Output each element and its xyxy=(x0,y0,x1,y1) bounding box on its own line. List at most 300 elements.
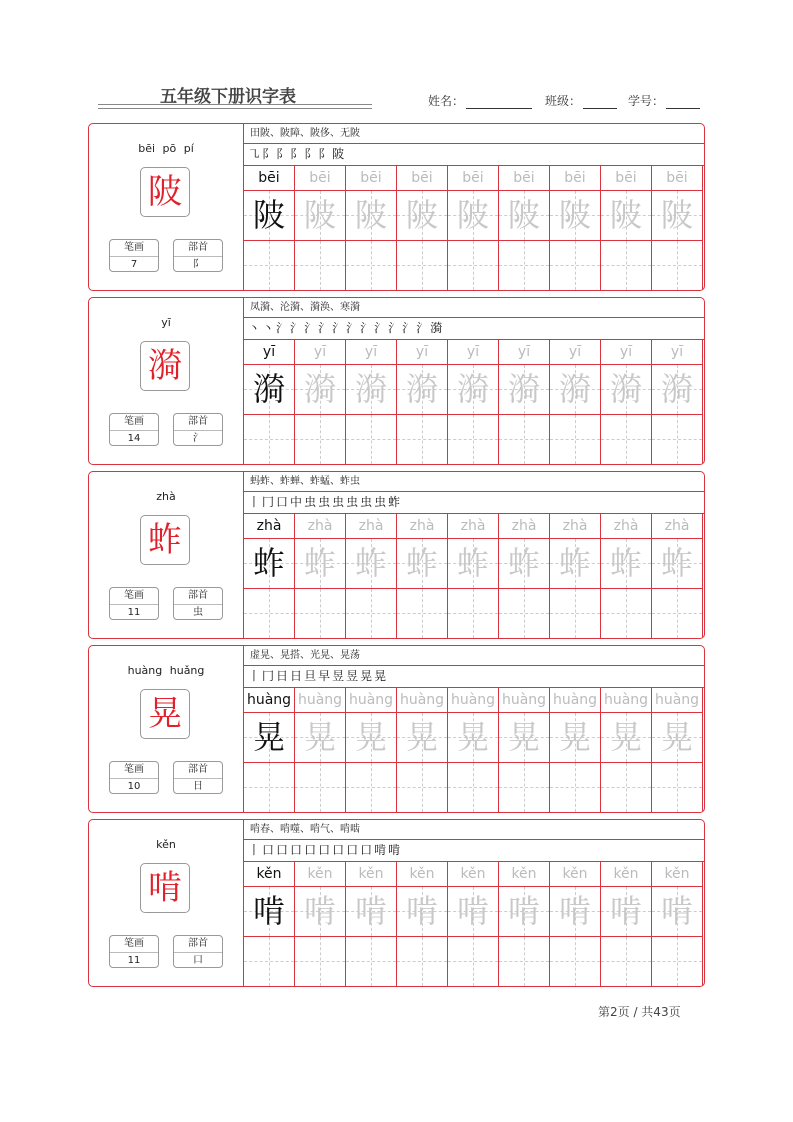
char-display: 蚱 xyxy=(140,515,190,565)
pinyin-cell[interactable] xyxy=(601,688,651,713)
char-cell[interactable] xyxy=(499,365,549,415)
char-info-panel xyxy=(89,646,244,812)
char-info-panel xyxy=(89,472,244,638)
stroke-step: 口 xyxy=(304,843,318,857)
stroke-step: 阝 xyxy=(318,147,332,161)
char-text: 漪 xyxy=(303,370,336,408)
blank-writing-cell[interactable] xyxy=(601,415,651,464)
radical-value: 口 xyxy=(193,955,203,966)
number-blank[interactable] xyxy=(666,94,700,109)
pinyin-cell[interactable] xyxy=(295,862,345,887)
char-text: 蚱 xyxy=(660,544,693,582)
pinyin-cell[interactable] xyxy=(499,862,549,887)
blank-writing-cell[interactable] xyxy=(652,937,702,986)
char-cell[interactable] xyxy=(448,713,498,763)
char-card xyxy=(88,819,705,987)
pinyin-cell[interactable] xyxy=(448,688,498,713)
char-text: 晃 xyxy=(252,718,285,756)
practice-column xyxy=(601,514,652,638)
char-display: 啃 xyxy=(140,863,190,913)
stroke-step: 晃 xyxy=(360,669,374,683)
char-card xyxy=(88,471,705,639)
blank-writing-cell[interactable] xyxy=(550,763,600,812)
char-text: 晃 xyxy=(354,718,387,756)
pinyin-cell[interactable] xyxy=(244,688,294,713)
stroke-step: 氵 xyxy=(360,321,374,335)
pinyin-text: zhà xyxy=(409,518,435,534)
pinyin-text: zhà xyxy=(460,518,486,534)
pinyin-cell[interactable] xyxy=(652,166,702,191)
example-words: 凤漪、沦漪、漪涣、寒漪 xyxy=(244,298,704,318)
blank-writing-cell[interactable] xyxy=(448,937,498,986)
blank-writing-cell[interactable] xyxy=(295,763,345,812)
pinyin-cell[interactable] xyxy=(295,688,345,713)
char-cell[interactable] xyxy=(346,887,396,937)
stroke-step: 晃 xyxy=(374,669,388,683)
stroke-count-box xyxy=(109,587,159,620)
char-cell[interactable] xyxy=(550,713,600,763)
char-cell[interactable] xyxy=(397,365,447,415)
pinyin-text: kěn xyxy=(511,866,537,882)
stroke-step: 早 xyxy=(318,669,332,683)
practice-column xyxy=(295,514,346,638)
pinyin-text: huàng xyxy=(450,692,496,708)
pinyin-cell[interactable] xyxy=(448,166,498,191)
char-cell[interactable] xyxy=(652,365,702,415)
pinyin-cell[interactable] xyxy=(346,688,396,713)
char-cell[interactable] xyxy=(499,713,549,763)
practice-column xyxy=(346,340,397,464)
example-words: 蚂蚱、蚱蝉、蚱蜢、蚱虫 xyxy=(244,472,704,492)
pinyin-text: yī xyxy=(364,344,378,360)
blank-writing-cell[interactable] xyxy=(244,937,294,986)
stroke-step: 氵 xyxy=(402,321,416,335)
pinyin-cell[interactable] xyxy=(550,514,600,539)
class-blank[interactable] xyxy=(583,94,617,109)
stroke-step: 氵 xyxy=(346,321,360,335)
stroke-step: 氵 xyxy=(304,321,318,335)
char-cell[interactable] xyxy=(397,887,447,937)
char-cell[interactable] xyxy=(448,365,498,415)
char-cell[interactable] xyxy=(652,887,702,937)
pinyin-cell[interactable] xyxy=(295,166,345,191)
stroke-step: 冂 xyxy=(262,669,276,683)
pinyin-text: yī xyxy=(415,344,429,360)
blank-writing-cell[interactable] xyxy=(652,763,702,812)
stroke-step: 阝 xyxy=(262,147,276,161)
stroke-step: 丨 xyxy=(248,843,262,857)
radical-box xyxy=(173,413,223,446)
pinyin-text: kěn xyxy=(307,866,333,882)
pinyin-cell[interactable] xyxy=(244,166,294,191)
char-text: 陂 xyxy=(252,196,285,234)
char-cell[interactable] xyxy=(601,713,651,763)
practice-column xyxy=(295,166,346,290)
practice-column xyxy=(244,862,295,986)
pinyin-cell[interactable] xyxy=(652,514,702,539)
stroke-step: 中 xyxy=(290,495,304,509)
blank-writing-cell[interactable] xyxy=(652,415,702,464)
practice-panel xyxy=(244,124,704,290)
practice-column xyxy=(652,862,703,986)
char-display: 晃 xyxy=(140,689,190,739)
class-field[interactable] xyxy=(545,92,617,109)
pinyin-text: zhà xyxy=(511,518,537,534)
pinyin-cell[interactable] xyxy=(499,166,549,191)
pinyin-cell[interactable] xyxy=(448,862,498,887)
blank-writing-cell[interactable] xyxy=(295,241,345,290)
practice-grid xyxy=(244,166,704,290)
pinyin-cell[interactable] xyxy=(346,166,396,191)
pinyin-cell[interactable] xyxy=(244,862,294,887)
practice-column xyxy=(499,514,550,638)
blank-writing-cell[interactable] xyxy=(244,241,294,290)
blank-writing-cell[interactable] xyxy=(244,415,294,464)
name-field[interactable] xyxy=(428,92,532,109)
char-cell[interactable] xyxy=(601,365,651,415)
pinyin-text: huàng xyxy=(501,692,547,708)
practice-column xyxy=(601,340,652,464)
page-title: 五年级下册识字表 xyxy=(160,87,296,107)
blank-writing-cell[interactable] xyxy=(550,415,600,464)
title-underline xyxy=(98,104,372,105)
pinyin-text: bēi xyxy=(258,170,280,186)
pinyin-cell[interactable] xyxy=(499,514,549,539)
blank-writing-cell[interactable] xyxy=(397,937,447,986)
practice-column xyxy=(397,688,448,812)
blank-writing-cell[interactable] xyxy=(397,763,447,812)
pinyin-cell[interactable] xyxy=(397,862,447,887)
radical-label: 部首 xyxy=(174,414,222,431)
practice-panel xyxy=(244,820,704,986)
char-cell[interactable] xyxy=(244,539,294,589)
practice-column xyxy=(652,340,703,464)
char-pinyin: bēi pō pí xyxy=(138,142,194,155)
char-cell[interactable] xyxy=(499,887,549,937)
char-cell[interactable] xyxy=(601,887,651,937)
blank-writing-cell[interactable] xyxy=(346,415,396,464)
blank-writing-cell[interactable] xyxy=(499,589,549,638)
stroke-count-box xyxy=(109,761,159,794)
stroke-step: 日 xyxy=(276,669,290,683)
practice-grid xyxy=(244,688,704,812)
pinyin-cell[interactable] xyxy=(346,514,396,539)
blank-writing-cell[interactable] xyxy=(346,763,396,812)
blank-writing-cell[interactable] xyxy=(448,415,498,464)
pinyin-cell[interactable] xyxy=(499,340,549,365)
blank-writing-cell[interactable] xyxy=(499,937,549,986)
pinyin-text: yī xyxy=(517,344,531,360)
pinyin-text: zhà xyxy=(562,518,588,534)
char-text: 漪 xyxy=(558,370,591,408)
stroke-step: 口 xyxy=(276,843,290,857)
char-text: 陂 xyxy=(405,196,438,234)
pinyin-cell[interactable] xyxy=(652,340,702,365)
pinyin-text: bēi xyxy=(462,170,484,186)
stroke-step: 丨 xyxy=(248,669,262,683)
blank-writing-cell[interactable] xyxy=(346,241,396,290)
pinyin-cell[interactable] xyxy=(499,688,549,713)
char-text: 晃 xyxy=(456,718,489,756)
char-cell[interactable] xyxy=(397,539,447,589)
blank-writing-cell[interactable] xyxy=(244,589,294,638)
pinyin-text: yī xyxy=(670,344,684,360)
char-text: 蚱 xyxy=(558,544,591,582)
char-cell[interactable] xyxy=(346,365,396,415)
practice-column xyxy=(601,166,652,290)
char-text: 啃 xyxy=(405,892,438,930)
blank-writing-cell[interactable] xyxy=(346,589,396,638)
stroke-step: 口 xyxy=(290,843,304,857)
char-cell[interactable] xyxy=(550,191,600,241)
char-cell[interactable] xyxy=(499,191,549,241)
char-cell[interactable] xyxy=(244,713,294,763)
practice-column xyxy=(397,514,448,638)
pinyin-cell[interactable] xyxy=(397,688,447,713)
pinyin-text: zhà xyxy=(613,518,639,534)
pinyin-text: huàng xyxy=(348,692,394,708)
pinyin-cell[interactable] xyxy=(448,514,498,539)
char-cell[interactable] xyxy=(550,365,600,415)
stroke-step: 丶 xyxy=(248,321,262,335)
pinyin-cell[interactable] xyxy=(244,340,294,365)
pinyin-cell[interactable] xyxy=(295,514,345,539)
stroke-step: 昱 xyxy=(346,669,360,683)
stroke-step: 旦 xyxy=(304,669,318,683)
pinyin-cell[interactable] xyxy=(244,514,294,539)
stroke-step: 口 xyxy=(360,843,374,857)
char-cell[interactable] xyxy=(295,887,345,937)
pinyin-text: huàng xyxy=(552,692,598,708)
radical-box xyxy=(173,935,223,968)
char-cell[interactable] xyxy=(397,191,447,241)
pinyin-cell[interactable] xyxy=(550,340,600,365)
char-cell[interactable] xyxy=(550,887,600,937)
practice-column xyxy=(448,340,499,464)
pinyin-text: bēi xyxy=(615,170,637,186)
char-cell[interactable] xyxy=(448,539,498,589)
stroke-step: 氵 xyxy=(332,321,346,335)
stroke-order xyxy=(244,840,704,862)
stroke-step: 口 xyxy=(262,843,276,857)
pinyin-cell[interactable] xyxy=(397,514,447,539)
blank-writing-cell[interactable] xyxy=(601,937,651,986)
char-cell[interactable] xyxy=(346,713,396,763)
practice-column xyxy=(244,514,295,638)
pinyin-cell[interactable] xyxy=(295,340,345,365)
blank-writing-cell[interactable] xyxy=(652,241,702,290)
char-card xyxy=(88,645,705,813)
blank-writing-cell[interactable] xyxy=(550,589,600,638)
pinyin-cell[interactable] xyxy=(601,862,651,887)
blank-writing-cell[interactable] xyxy=(397,415,447,464)
char-text: 蚱 xyxy=(609,544,642,582)
blank-writing-cell[interactable] xyxy=(448,763,498,812)
stroke-step: 丨 xyxy=(248,495,262,509)
practice-column xyxy=(448,688,499,812)
char-cell[interactable] xyxy=(499,539,549,589)
pinyin-cell[interactable] xyxy=(652,862,702,887)
stroke-count-label: 笔画 xyxy=(110,588,158,605)
blank-writing-cell[interactable] xyxy=(499,763,549,812)
char-cell[interactable] xyxy=(346,191,396,241)
practice-column xyxy=(295,340,346,464)
stroke-count-value: 10 xyxy=(127,781,141,792)
char-text: 晃 xyxy=(303,718,336,756)
practice-column xyxy=(550,340,601,464)
char-cell[interactable] xyxy=(448,887,498,937)
stroke-count-box xyxy=(109,935,159,968)
pinyin-cell[interactable] xyxy=(550,862,600,887)
char-pinyin: huàng huǎng xyxy=(127,664,205,677)
char-text: 陂 xyxy=(456,196,489,234)
radical-label: 部首 xyxy=(174,762,222,779)
blank-writing-cell[interactable] xyxy=(397,241,447,290)
char-cell[interactable] xyxy=(295,539,345,589)
practice-column xyxy=(499,166,550,290)
blank-writing-cell[interactable] xyxy=(499,241,549,290)
stroke-count-value: 11 xyxy=(127,607,141,618)
char-card xyxy=(88,297,705,465)
char-cell[interactable] xyxy=(295,713,345,763)
char-card xyxy=(88,123,705,291)
example-words: 虚晃、晃搭、光晃、晃荡 xyxy=(244,646,704,666)
stroke-step: 阝 xyxy=(304,147,318,161)
stroke-count-box xyxy=(109,239,159,272)
char-cell[interactable] xyxy=(652,191,702,241)
practice-column xyxy=(652,166,703,290)
stroke-step: 虫 xyxy=(346,495,360,509)
pinyin-text: kěn xyxy=(613,866,639,882)
stroke-order xyxy=(244,666,704,688)
char-cell[interactable] xyxy=(397,713,447,763)
blank-writing-cell[interactable] xyxy=(397,589,447,638)
char-cell[interactable] xyxy=(295,365,345,415)
blank-writing-cell[interactable] xyxy=(295,415,345,464)
practice-column xyxy=(550,862,601,986)
practice-column xyxy=(601,688,652,812)
stroke-step: 日 xyxy=(290,669,304,683)
blank-writing-cell[interactable] xyxy=(499,415,549,464)
radical-value: 阝 xyxy=(193,259,203,270)
pinyin-cell[interactable] xyxy=(397,166,447,191)
stroke-step: 氵 xyxy=(318,321,332,335)
title-underline xyxy=(98,108,372,109)
char-text: 啃 xyxy=(303,892,336,930)
pinyin-cell[interactable] xyxy=(346,862,396,887)
pinyin-text: kěn xyxy=(664,866,690,882)
char-cell[interactable] xyxy=(346,539,396,589)
practice-column xyxy=(397,340,448,464)
char-cell[interactable] xyxy=(295,191,345,241)
pinyin-cell[interactable] xyxy=(601,340,651,365)
blank-writing-cell[interactable] xyxy=(448,589,498,638)
radical-value: 虫 xyxy=(193,607,203,618)
char-text: 漪 xyxy=(660,370,693,408)
pinyin-text: kěn xyxy=(358,866,384,882)
blank-writing-cell[interactable] xyxy=(550,241,600,290)
pinyin-cell[interactable] xyxy=(550,166,600,191)
name-blank[interactable] xyxy=(466,94,532,109)
char-text: 啃 xyxy=(660,892,693,930)
pinyin-cell[interactable] xyxy=(346,340,396,365)
practice-column xyxy=(346,862,397,986)
pinyin-cell[interactable] xyxy=(601,166,651,191)
pinyin-text: bēi xyxy=(411,170,433,186)
char-cell[interactable] xyxy=(601,191,651,241)
char-text: 蚱 xyxy=(303,544,336,582)
char-text: 蚱 xyxy=(405,544,438,582)
class-label: 班级： xyxy=(545,94,582,108)
practice-panel xyxy=(244,298,704,464)
char-text: 蚱 xyxy=(507,544,540,582)
blank-writing-cell[interactable] xyxy=(601,763,651,812)
blank-writing-cell[interactable] xyxy=(244,763,294,812)
radical-value: 日 xyxy=(193,781,203,792)
pinyin-text: bēi xyxy=(360,170,382,186)
stroke-step: 漪 xyxy=(430,321,444,335)
pinyin-text: zhà xyxy=(307,518,333,534)
number-label: 学号： xyxy=(628,94,665,108)
blank-writing-cell[interactable] xyxy=(601,589,651,638)
stroke-step: 昱 xyxy=(332,669,346,683)
char-cell[interactable] xyxy=(601,539,651,589)
char-pinyin: yī xyxy=(161,316,171,329)
char-cell[interactable] xyxy=(652,713,702,763)
blank-writing-cell[interactable] xyxy=(295,589,345,638)
char-cell[interactable] xyxy=(448,191,498,241)
blank-writing-cell[interactable] xyxy=(652,589,702,638)
pinyin-cell[interactable] xyxy=(397,340,447,365)
char-cell[interactable] xyxy=(244,365,294,415)
stroke-step: 啃 xyxy=(374,843,388,857)
char-cell[interactable] xyxy=(550,539,600,589)
blank-writing-cell[interactable] xyxy=(346,937,396,986)
practice-column xyxy=(295,688,346,812)
pinyin-cell[interactable] xyxy=(550,688,600,713)
pinyin-text: bēi xyxy=(513,170,535,186)
practice-column xyxy=(550,688,601,812)
blank-writing-cell[interactable] xyxy=(448,241,498,290)
char-cell[interactable] xyxy=(244,887,294,937)
practice-column xyxy=(295,862,346,986)
char-cell[interactable] xyxy=(652,539,702,589)
pinyin-text: yī xyxy=(619,344,633,360)
practice-grid xyxy=(244,514,704,638)
radical-box xyxy=(173,239,223,272)
blank-writing-cell[interactable] xyxy=(550,937,600,986)
stroke-step: 氵 xyxy=(374,321,388,335)
pinyin-cell[interactable] xyxy=(652,688,702,713)
char-text: 漪 xyxy=(405,370,438,408)
practice-column xyxy=(550,166,601,290)
char-cell[interactable] xyxy=(244,191,294,241)
stroke-step: ㇈ xyxy=(248,147,262,161)
name-label: 姓名： xyxy=(428,94,465,108)
blank-writing-cell[interactable] xyxy=(601,241,651,290)
pinyin-text: huàng xyxy=(399,692,445,708)
pinyin-cell[interactable] xyxy=(448,340,498,365)
pinyin-text: yī xyxy=(568,344,582,360)
number-field[interactable] xyxy=(628,92,700,109)
char-text: 啃 xyxy=(456,892,489,930)
pinyin-cell[interactable] xyxy=(601,514,651,539)
practice-panel xyxy=(244,472,704,638)
char-text: 陂 xyxy=(660,196,693,234)
practice-column xyxy=(499,688,550,812)
char-text: 啃 xyxy=(609,892,642,930)
blank-writing-cell[interactable] xyxy=(295,937,345,986)
